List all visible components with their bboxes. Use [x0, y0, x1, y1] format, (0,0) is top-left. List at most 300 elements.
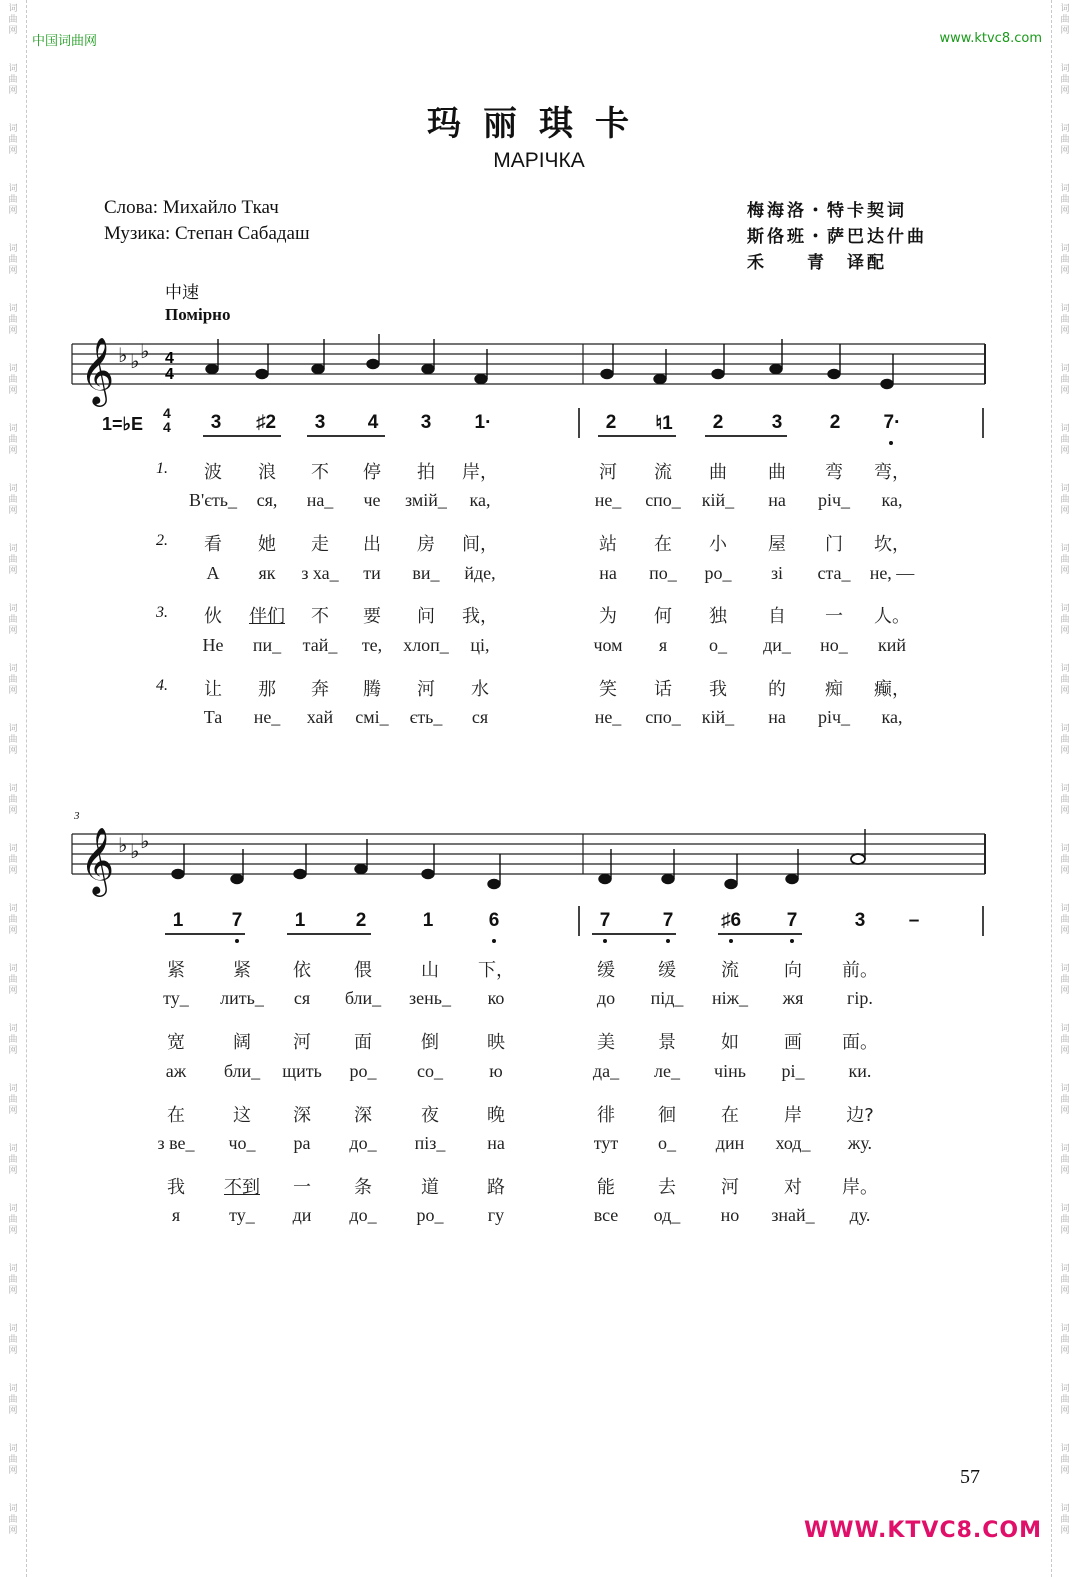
- lyric-syllable: 岸。: [842, 1177, 878, 1198]
- jianpu-note: 2: [712, 412, 724, 433]
- lyric-syllable: чо_: [228, 1133, 256, 1153]
- lyric-syllable: кій_: [701, 490, 735, 510]
- lyric-line: [0, 1173, 1078, 1199]
- lyric-syllable: на: [487, 1133, 505, 1153]
- page-number: 57: [960, 1466, 980, 1488]
- octave-dot: [790, 939, 794, 943]
- lyric-syllable: ся,: [256, 490, 278, 510]
- octave-dot: [729, 939, 733, 943]
- svg-text:♭: ♭: [130, 349, 140, 373]
- watermark-glyph: 词曲网: [1060, 604, 1070, 636]
- watermark-glyph: 词曲网: [8, 244, 18, 276]
- jianpu-note: 2: [355, 910, 367, 931]
- lyric-line: [0, 1028, 1078, 1054]
- octave-dot: [235, 939, 239, 943]
- time-bottom: 4: [163, 419, 171, 435]
- lyric-syllable: да_: [592, 1061, 620, 1081]
- lyric-syllable: 我，: [462, 606, 498, 627]
- watermark-glyph: 词曲网: [8, 124, 18, 156]
- watermark-glyph: 词曲网: [1060, 64, 1070, 96]
- watermark-glyph: 词曲网: [8, 784, 18, 816]
- lyric-syllable: ти: [363, 563, 381, 583]
- staff-notation-1: [0, 330, 1078, 410]
- lyric-syllable: ход_: [775, 1133, 811, 1153]
- watermark-glyph: 词曲网: [1060, 544, 1070, 576]
- watermark-glyph: 词曲网: [8, 724, 18, 756]
- watermark-glyph: 词曲网: [8, 904, 18, 936]
- svg-text:♭: ♭: [118, 343, 128, 367]
- verse-number: 1.: [156, 460, 168, 477]
- lyric-syllable: хлоп_: [403, 635, 449, 655]
- lyric-syllable: річ_: [817, 490, 851, 510]
- lyric-syllable: 奔: [311, 679, 329, 700]
- lyric-syllable: на: [768, 707, 786, 727]
- lyric-syllable: ці,: [470, 635, 490, 655]
- lyric-syllable: піз_: [414, 1133, 446, 1153]
- watermark-glyph: 词曲网: [1060, 124, 1070, 156]
- lyric-syllable: 映: [487, 1032, 505, 1053]
- watermark-glyph: 词曲网: [1060, 724, 1070, 756]
- lyric-syllable: 徊: [658, 1105, 676, 1126]
- site-url[interactable]: www.ktvc8.com: [939, 31, 1042, 46]
- lyric-syllable: 独: [709, 606, 727, 627]
- lyric-syllable: 下，: [478, 960, 514, 981]
- beam: [592, 933, 676, 935]
- measure-number: 3: [74, 810, 80, 822]
- jianpu-note: 6: [488, 910, 500, 931]
- watermark-glyph: 词曲网: [1060, 424, 1070, 456]
- svg-text:♭: ♭: [118, 833, 128, 857]
- watermark-glyph: 词曲网: [8, 184, 18, 216]
- lyric-syllable: ди: [292, 1205, 312, 1225]
- watermark-glyph: 词曲网: [8, 964, 18, 996]
- beam: [203, 435, 281, 437]
- lyric-line: [0, 602, 1078, 628]
- lyricist-ua: Слова: Михайло Ткач: [104, 197, 279, 218]
- lyric-syllable: знай_: [771, 1205, 815, 1225]
- lyric-line: [0, 1101, 1078, 1127]
- watermark-glyph: 词曲网: [1060, 1204, 1070, 1236]
- jianpu-note: 3: [314, 412, 326, 433]
- lyric-syllable: 伙: [204, 606, 222, 627]
- jianpu-note: 2: [605, 412, 617, 433]
- lyric-syllable: дин: [715, 1133, 745, 1153]
- lyric-syllable: тай_: [302, 635, 338, 655]
- jianpu-note: 7·: [883, 412, 901, 433]
- lyric-syllable: че: [363, 490, 381, 510]
- lyric-syllable: но: [720, 1205, 740, 1225]
- lyric-syllable: 屋: [768, 534, 786, 555]
- lyric-syllable: 一: [293, 1177, 311, 1198]
- lyric-syllable: не_: [594, 707, 622, 727]
- lyric-syllable: 道: [421, 1177, 439, 1198]
- svg-text:𝄞: 𝄞: [80, 826, 115, 894]
- lyric-syllable: на_: [306, 490, 334, 510]
- lyric-syllable: до_: [349, 1205, 377, 1225]
- lyric-syllable: хай: [306, 707, 334, 727]
- watermark-glyph: 词曲网: [8, 484, 18, 516]
- lyric-syllable: 那: [258, 679, 276, 700]
- lyric-syllable: 我: [167, 1177, 185, 1198]
- lyric-syllable: я: [658, 635, 668, 655]
- lyric-syllable: 问: [417, 606, 435, 627]
- verse-number: 2.: [156, 532, 168, 549]
- watermark-glyph: 词曲网: [1060, 4, 1070, 36]
- watermark-glyph: 词曲网: [8, 4, 18, 36]
- lyric-syllable: тут: [593, 1133, 619, 1153]
- lyric-syllable: 这: [233, 1105, 251, 1126]
- watermark-glyph: 词曲网: [1060, 184, 1070, 216]
- verse-number: 3.: [156, 604, 168, 621]
- jianpu-note: 3: [210, 412, 222, 433]
- lyric-syllable: зень_: [409, 988, 451, 1008]
- watermark-glyph: 词曲网: [1060, 244, 1070, 276]
- lyric-syllable: 要: [363, 606, 381, 627]
- lyric-line: [0, 707, 1078, 733]
- lyric-syllable: 让: [204, 679, 222, 700]
- lyric-syllable: 弯，: [874, 462, 910, 483]
- watermark-glyph: 词曲网: [8, 424, 18, 456]
- octave-dot: [889, 441, 893, 445]
- lyric-syllable: ся: [471, 707, 489, 727]
- lyric-syllable: кій_: [701, 707, 735, 727]
- lyric-syllable: 阔: [233, 1032, 251, 1053]
- lyric-syllable: Не: [202, 635, 224, 655]
- watermark-glyph: 词曲网: [1060, 1384, 1070, 1416]
- lyric-syllable: 如: [721, 1032, 739, 1053]
- lyric-syllable: ра: [293, 1133, 311, 1153]
- watermark-glyph: 词曲网: [8, 604, 18, 636]
- lyric-syllable: В'єть_: [188, 490, 238, 510]
- lyric-syllable: 人。: [874, 606, 910, 627]
- watermark-glyph: 词曲网: [8, 844, 18, 876]
- lyric-syllable: 她: [258, 534, 276, 555]
- watermark-glyph: 词曲网: [1060, 664, 1070, 696]
- lyric-syllable: 站: [599, 534, 617, 555]
- lyric-syllable: 倒: [421, 1032, 439, 1053]
- translator-zh: 禾 青 译配: [747, 253, 887, 273]
- lyric-line: [0, 988, 1078, 1014]
- watermark-glyph: 词曲网: [1060, 304, 1070, 336]
- lyric-syllable: 对: [784, 1177, 802, 1198]
- jianpu-note: 2: [829, 412, 841, 433]
- watermark-glyph: 词曲网: [1060, 1444, 1070, 1476]
- lyric-line: [0, 490, 1078, 516]
- lyric-syllable: Та: [203, 707, 223, 727]
- watermark-glyph: 词曲网: [8, 1264, 18, 1296]
- lyric-syllable: 岸: [784, 1105, 802, 1126]
- song-title-ukrainian: МАРІЧКА: [493, 149, 585, 172]
- lyric-syllable: 为: [599, 606, 617, 627]
- lyric-syllable: 何: [654, 606, 672, 627]
- lyric-syllable: на: [599, 563, 617, 583]
- lyric-syllable: те,: [361, 635, 383, 655]
- lyric-syllable: смі_: [355, 707, 389, 727]
- lyric-syllable: о_: [658, 1133, 676, 1153]
- watermark-glyph: 词曲网: [1060, 364, 1070, 396]
- lyric-syllable: 深: [354, 1105, 372, 1126]
- lyric-syllable: 不到: [224, 1177, 260, 1198]
- lyric-syllable: 癫，: [874, 679, 910, 700]
- right-watermark-strip: [1051, 0, 1078, 1577]
- jianpu-note: –: [908, 910, 920, 931]
- lyric-syllable: ка,: [469, 490, 491, 510]
- lyric-syllable: 在: [654, 534, 672, 555]
- lyric-syllable: 画: [784, 1032, 802, 1053]
- beam: [287, 933, 371, 935]
- svg-text:♭: ♭: [130, 839, 140, 863]
- lyric-syllable: 能: [597, 1177, 615, 1198]
- lyric-syllable: 徘: [597, 1105, 615, 1126]
- left-watermark-strip: [0, 0, 27, 1577]
- lyric-syllable: ви_: [412, 563, 440, 583]
- credits-ukrainian: [104, 195, 310, 247]
- jianpu-note: ♯6: [720, 910, 742, 931]
- lyric-syllable: пи_: [252, 635, 282, 655]
- lyric-syllable: 紧: [233, 960, 251, 981]
- lyric-syllable: 面: [354, 1032, 372, 1053]
- site-logo[interactable]: WWW.KTVC8.COM: [804, 1518, 1042, 1543]
- lyric-syllable: йде,: [464, 563, 496, 583]
- lyric-syllable: 流: [654, 462, 672, 483]
- lyric-syllable: гу: [487, 1205, 505, 1225]
- lyric-syllable: ка,: [881, 490, 903, 510]
- lyric-syllable: ро_: [704, 563, 732, 583]
- lyric-syllable: А: [206, 563, 220, 583]
- lyric-syllable: 路: [487, 1177, 505, 1198]
- verse-number: 4.: [156, 677, 168, 694]
- watermark-glyph: 词曲网: [8, 64, 18, 96]
- lyricist-zh: 梅海洛・特卡契词: [747, 201, 907, 221]
- lyric-syllable: 弯: [825, 462, 843, 483]
- watermark-glyph: 词曲网: [8, 304, 18, 336]
- watermark-glyph: 词曲网: [1060, 964, 1070, 996]
- jianpu-note: 1: [422, 910, 434, 931]
- key-signature: 1=♭E: [102, 414, 144, 434]
- svg-text:♭: ♭: [140, 339, 150, 363]
- lyric-syllable: 面。: [842, 1032, 878, 1053]
- watermark-glyph: 词曲网: [1060, 1264, 1070, 1296]
- lyric-syllable: 河: [417, 679, 435, 700]
- lyric-syllable: 不: [311, 462, 329, 483]
- watermark-glyph: 词曲网: [8, 1504, 18, 1536]
- lyric-syllable: 浪: [258, 462, 276, 483]
- lyric-syllable: о_: [709, 635, 727, 655]
- lyric-syllable: 条: [354, 1177, 372, 1198]
- lyric-syllable: 宽: [167, 1032, 185, 1053]
- lyric-syllable: 景: [658, 1032, 676, 1053]
- lyric-syllable: 间，: [462, 534, 498, 555]
- jianpu-note: 4: [367, 412, 379, 433]
- lyric-syllable: як: [258, 563, 276, 583]
- octave-dot: [492, 939, 496, 943]
- lyric-syllable: 依: [293, 960, 311, 981]
- watermark-glyph: 词曲网: [1060, 1324, 1070, 1356]
- lyric-syllable: 美: [597, 1032, 615, 1053]
- lyric-syllable: 河: [293, 1032, 311, 1053]
- jianpu-note: 3: [771, 412, 783, 433]
- watermark-glyph: 词曲网: [1060, 1024, 1070, 1056]
- lyric-syllable: 痴: [825, 679, 843, 700]
- lyric-syllable: чом: [593, 635, 623, 655]
- lyric-syllable: ки.: [848, 1061, 872, 1081]
- watermark-glyph: 词曲网: [1060, 844, 1070, 876]
- watermark-glyph: 词曲网: [8, 1024, 18, 1056]
- lyric-syllable: 拍: [417, 462, 435, 483]
- lyric-syllable: 紧: [167, 960, 185, 981]
- jianpu-note: 7: [231, 910, 243, 931]
- jianpu-note: ♯2: [255, 412, 277, 433]
- lyric-syllable: ле_: [654, 1061, 680, 1081]
- watermark-glyph: 词曲网: [1060, 484, 1070, 516]
- lyric-syllable: 河: [599, 462, 617, 483]
- lyric-syllable: 波: [204, 462, 222, 483]
- watermark-glyph: 词曲网: [1060, 1144, 1070, 1176]
- lyric-syllable: до: [596, 988, 616, 1008]
- lyric-syllable: ту_: [229, 1205, 255, 1225]
- lyric-syllable: лить_: [220, 988, 264, 1008]
- lyric-syllable: на: [768, 490, 786, 510]
- lyric-syllable: 我: [709, 679, 727, 700]
- lyric-line: [0, 1205, 1078, 1231]
- watermark-glyph: 词曲网: [8, 1204, 18, 1236]
- lyric-syllable: гір.: [847, 988, 873, 1008]
- lyric-syllable: ко: [487, 988, 505, 1008]
- lyric-syllable: 不: [311, 606, 329, 627]
- lyric-syllable: 笑: [599, 679, 617, 700]
- lyric-syllable: бли_: [344, 988, 382, 1008]
- lyric-syllable: ю: [489, 1061, 503, 1081]
- lyric-line: [0, 675, 1078, 701]
- beam: [307, 435, 385, 437]
- lyric-syllable: 门: [825, 534, 843, 555]
- lyric-syllable: жу.: [847, 1133, 873, 1153]
- lyric-syllable: ніж_: [711, 988, 749, 1008]
- lyric-line: [0, 563, 1078, 589]
- jianpu-note: ♮1: [655, 413, 673, 434]
- lyric-syllable: 话: [654, 679, 672, 700]
- lyric-syllable: 去: [658, 1177, 676, 1198]
- lyric-line: [0, 1133, 1078, 1159]
- lyric-syllable: ся: [293, 988, 311, 1008]
- song-title-chinese: 玛丽琪卡: [427, 104, 651, 144]
- octave-dot: [603, 939, 607, 943]
- lyric-syllable: не_: [253, 707, 281, 727]
- octave-dot: [666, 939, 670, 943]
- watermark-glyph: 词曲网: [1060, 1504, 1070, 1536]
- watermark-glyph: 词曲网: [8, 1144, 18, 1176]
- lyric-syllable: 边?: [846, 1105, 874, 1126]
- jianpu-note: 1: [172, 910, 184, 931]
- lyric-syllable: 水: [471, 679, 489, 700]
- lyric-syllable: 河: [721, 1177, 739, 1198]
- lyric-syllable: 流: [721, 960, 739, 981]
- lyric-syllable: 曲: [709, 462, 727, 483]
- lyric-syllable: 看: [204, 534, 222, 555]
- watermark-glyph: 词曲网: [8, 544, 18, 576]
- lyric-syllable: ка,: [881, 707, 903, 727]
- lyric-syllable: ста_: [817, 563, 851, 583]
- lyric-syllable: 夜: [421, 1105, 439, 1126]
- time-top: 4: [163, 405, 171, 421]
- watermark-glyph: 词曲网: [1060, 1084, 1070, 1116]
- watermark-glyph: 词曲网: [1060, 904, 1070, 936]
- lyric-syllable: жя: [782, 988, 804, 1008]
- svg-text:𝄞: 𝄞: [80, 336, 115, 404]
- lyric-syllable: 深: [293, 1105, 311, 1126]
- lyric-syllable: 腾: [363, 679, 381, 700]
- lyric-syllable: 坎，: [874, 534, 910, 555]
- lyric-syllable: ди_: [763, 635, 791, 655]
- lyric-syllable: змій_: [405, 490, 447, 510]
- lyric-syllable: од_: [653, 1205, 681, 1225]
- lyric-syllable: єть_: [409, 707, 443, 727]
- lyric-syllable: з ха_: [301, 563, 339, 583]
- staff-notation-2: [0, 820, 1078, 900]
- lyric-syllable: 走: [311, 534, 329, 555]
- lyric-syllable: спо_: [645, 707, 681, 727]
- jianpu-note: 3: [420, 412, 432, 433]
- lyric-syllable: спо_: [645, 490, 681, 510]
- watermark-glyph: 词曲网: [8, 1324, 18, 1356]
- lyric-line: [0, 458, 1078, 484]
- beam: [598, 435, 676, 437]
- watermark-glyph: 词曲网: [8, 1384, 18, 1416]
- jianpu-row-2: [0, 910, 1078, 950]
- lyric-syllable: аж: [165, 1061, 187, 1081]
- lyric-syllable: ту_: [163, 988, 189, 1008]
- svg-text:4: 4: [165, 366, 174, 383]
- lyric-syllable: 在: [167, 1105, 185, 1126]
- lyric-syllable: щить: [282, 1061, 322, 1081]
- credits-chinese: [747, 198, 927, 276]
- lyric-line: [0, 635, 1078, 661]
- lyric-syllable: все: [593, 1205, 619, 1225]
- lyric-syllable: но_: [820, 635, 848, 655]
- jianpu-note: 7: [599, 910, 611, 931]
- watermark-glyph: 词曲网: [8, 664, 18, 696]
- lyric-syllable: до_: [349, 1133, 377, 1153]
- lyric-syllable: не, —: [869, 563, 915, 583]
- site-name[interactable]: 中国词曲网: [32, 34, 98, 49]
- svg-text:4: 4: [165, 350, 174, 367]
- jianpu-note: 7: [786, 910, 798, 931]
- lyric-syllable: 前。: [842, 960, 878, 981]
- lyric-syllable: 在: [721, 1105, 739, 1126]
- lyric-syllable: не_: [594, 490, 622, 510]
- tempo-marking-zh: 中速: [165, 283, 199, 303]
- lyric-syllable: 停: [363, 462, 381, 483]
- lyric-syllable: чінь: [714, 1061, 746, 1081]
- lyric-syllable: кий: [877, 635, 906, 655]
- composer-ua: Музика: Степан Сабадаш: [104, 223, 310, 244]
- jianpu-note: 3: [854, 910, 866, 931]
- lyric-syllable: бли_: [223, 1061, 261, 1081]
- lyric-syllable: 房: [417, 534, 435, 555]
- lyric-syllable: рі_: [781, 1061, 805, 1081]
- lyric-syllable: 曲: [768, 462, 786, 483]
- lyric-syllable: 偎: [354, 960, 372, 981]
- jianpu-note: 7: [662, 910, 674, 931]
- lyric-syllable: ро_: [349, 1061, 377, 1081]
- tempo-marking-ua: Помірно: [165, 305, 231, 324]
- lyric-syllable: річ_: [817, 707, 851, 727]
- watermark-glyph: 词曲网: [8, 1444, 18, 1476]
- watermark-glyph: 词曲网: [8, 1084, 18, 1116]
- lyric-syllable: 出: [363, 534, 381, 555]
- beam: [705, 435, 787, 437]
- lyric-syllable: 岸，: [462, 462, 498, 483]
